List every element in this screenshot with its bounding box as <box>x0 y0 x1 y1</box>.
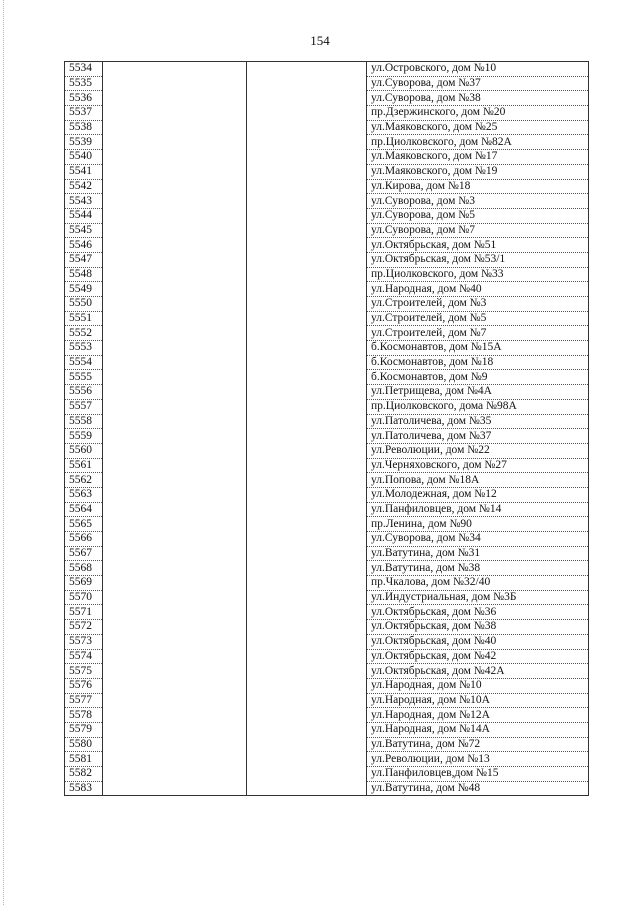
empty-cell <box>103 120 247 135</box>
row-number-cell: 5559 <box>65 429 103 444</box>
table-row <box>65 370 589 385</box>
empty-cell <box>247 370 367 385</box>
row-number-cell: 5566 <box>65 532 103 547</box>
table-row <box>65 238 589 253</box>
address-cell: ул.Октябрьская, дом №40 <box>367 634 589 649</box>
table-row <box>65 355 589 370</box>
table-row <box>65 649 589 664</box>
empty-cell <box>247 620 367 635</box>
row-number-cell: 5546 <box>65 238 103 253</box>
row-number-cell: 5571 <box>65 605 103 620</box>
address-cell: ул.Суворова, дом №5 <box>367 208 589 223</box>
address-cell: ул.Строителей, дом №7 <box>367 326 589 341</box>
row-number-cell: 5549 <box>65 282 103 297</box>
row-number-cell: 5562 <box>65 473 103 488</box>
empty-cell <box>103 708 247 723</box>
empty-cell <box>103 546 247 561</box>
empty-cell <box>247 605 367 620</box>
row-number-cell: 5564 <box>65 502 103 517</box>
address-cell: ул.Суворова, дом №38 <box>367 91 589 106</box>
empty-cell <box>103 443 247 458</box>
empty-cell <box>247 355 367 370</box>
address-cell: б.Космонавтов, дом №15А <box>367 341 589 356</box>
table-row <box>65 458 589 473</box>
empty-cell <box>247 341 367 356</box>
address-cell: ул.Октябрьская, дом №36 <box>367 605 589 620</box>
empty-cell <box>103 106 247 121</box>
empty-cell <box>247 208 367 223</box>
address-cell: пр.Циолковского, дома №98А <box>367 399 589 414</box>
empty-cell <box>247 150 367 165</box>
empty-cell <box>247 76 367 91</box>
empty-cell <box>247 634 367 649</box>
page-edge-line <box>3 0 4 905</box>
row-number-cell: 5573 <box>65 634 103 649</box>
table-row <box>65 223 589 238</box>
table-row <box>65 546 589 561</box>
row-number-cell: 5534 <box>65 62 103 77</box>
empty-cell <box>103 487 247 502</box>
empty-cell <box>247 252 367 267</box>
empty-cell <box>247 458 367 473</box>
table-row <box>65 678 589 693</box>
address-cell: ул.Октябрьская, дом №42А <box>367 664 589 679</box>
address-cell: ул.Октябрьская, дом №38 <box>367 620 589 635</box>
table-row <box>65 414 589 429</box>
empty-cell <box>247 664 367 679</box>
table-row <box>65 164 589 179</box>
table-row <box>65 561 589 576</box>
empty-cell <box>103 678 247 693</box>
empty-cell <box>103 91 247 106</box>
empty-cell <box>247 502 367 517</box>
row-number-cell: 5553 <box>65 341 103 356</box>
address-cell: ул.Народная, дом №12А <box>367 708 589 723</box>
empty-cell <box>103 664 247 679</box>
empty-cell <box>247 106 367 121</box>
address-cell: б.Космонавтов, дом №9 <box>367 370 589 385</box>
empty-cell <box>247 429 367 444</box>
empty-cell <box>247 517 367 532</box>
empty-cell <box>247 576 367 591</box>
empty-cell <box>247 590 367 605</box>
table-row <box>65 429 589 444</box>
table-row <box>65 708 589 723</box>
address-table-body <box>65 62 589 796</box>
empty-cell <box>103 634 247 649</box>
row-number-cell: 5548 <box>65 267 103 282</box>
address-cell: ул.Черняховского, дом №27 <box>367 458 589 473</box>
row-number-cell: 5572 <box>65 620 103 635</box>
empty-cell <box>103 311 247 326</box>
address-cell: пр.Чкалова, дом №32/40 <box>367 576 589 591</box>
row-number-cell: 5578 <box>65 708 103 723</box>
address-cell: ул.Суворова, дом №7 <box>367 223 589 238</box>
empty-cell <box>103 473 247 488</box>
address-cell: ул.Маяковского, дом №19 <box>367 164 589 179</box>
empty-cell <box>103 194 247 209</box>
row-number-cell: 5568 <box>65 561 103 576</box>
empty-cell <box>103 208 247 223</box>
address-cell: пр.Циолковского, дом №33 <box>367 267 589 282</box>
row-number-cell: 5557 <box>65 399 103 414</box>
empty-cell <box>247 223 367 238</box>
address-cell: ул.Островского, дом №10 <box>367 62 589 77</box>
empty-cell <box>247 282 367 297</box>
address-cell: ул.Октябрьская, дом №51 <box>367 238 589 253</box>
address-cell: б.Космонавтов, дом №18 <box>367 355 589 370</box>
table-row <box>65 532 589 547</box>
address-cell: ул.Революции, дом №13 <box>367 752 589 767</box>
empty-cell <box>103 370 247 385</box>
address-cell: ул.Попова, дом №18А <box>367 473 589 488</box>
table-row <box>65 135 589 150</box>
address-cell: ул.Ватутина, дом №72 <box>367 737 589 752</box>
table-row <box>65 341 589 356</box>
address-cell: ул.Патоличева, дом №37 <box>367 429 589 444</box>
table-row <box>65 106 589 121</box>
empty-cell <box>247 561 367 576</box>
table-row <box>65 693 589 708</box>
empty-cell <box>103 238 247 253</box>
empty-cell <box>247 767 367 782</box>
address-cell: ул.Панфиловцев, дом №14 <box>367 502 589 517</box>
empty-cell <box>103 223 247 238</box>
row-number-cell: 5565 <box>65 517 103 532</box>
table-row <box>65 752 589 767</box>
table-row <box>65 91 589 106</box>
row-number-cell: 5541 <box>65 164 103 179</box>
table-row <box>65 252 589 267</box>
address-cell: ул.Строителей, дом №5 <box>367 311 589 326</box>
address-cell: ул.Ватутина, дом №31 <box>367 546 589 561</box>
empty-cell <box>103 693 247 708</box>
table-row <box>65 208 589 223</box>
empty-cell <box>247 487 367 502</box>
table-row <box>65 179 589 194</box>
empty-cell <box>247 649 367 664</box>
row-number-cell: 5542 <box>65 179 103 194</box>
empty-cell <box>103 150 247 165</box>
empty-cell <box>103 517 247 532</box>
table-row <box>65 473 589 488</box>
empty-cell <box>247 385 367 400</box>
row-number-cell: 5539 <box>65 135 103 150</box>
address-cell: ул.Народная, дом №40 <box>367 282 589 297</box>
empty-cell <box>103 135 247 150</box>
address-cell: ул.Революции, дом №22 <box>367 443 589 458</box>
empty-cell <box>103 297 247 312</box>
empty-cell <box>103 532 247 547</box>
empty-cell <box>103 355 247 370</box>
empty-cell <box>103 282 247 297</box>
table-row <box>65 767 589 782</box>
table-row <box>65 62 589 77</box>
empty-cell <box>103 561 247 576</box>
row-number-cell: 5545 <box>65 223 103 238</box>
empty-cell <box>247 546 367 561</box>
address-cell: пр.Циолковского, дом №82А <box>367 135 589 150</box>
empty-cell <box>247 473 367 488</box>
empty-cell <box>247 238 367 253</box>
table-row <box>65 150 589 165</box>
empty-cell <box>103 502 247 517</box>
table-row <box>65 517 589 532</box>
address-cell: ул.Молодежная, дом №12 <box>367 487 589 502</box>
empty-cell <box>247 781 367 796</box>
table-row <box>65 576 589 591</box>
empty-cell <box>103 164 247 179</box>
address-cell: ул.Строителей, дом №3 <box>367 297 589 312</box>
row-number-cell: 5575 <box>65 664 103 679</box>
empty-cell <box>103 590 247 605</box>
row-number-cell: 5563 <box>65 487 103 502</box>
address-cell: ул.Суворова, дом №34 <box>367 532 589 547</box>
row-number-cell: 5558 <box>65 414 103 429</box>
empty-cell <box>247 678 367 693</box>
row-number-cell: 5552 <box>65 326 103 341</box>
empty-cell <box>247 737 367 752</box>
address-cell: ул.Кирова, дом №18 <box>367 179 589 194</box>
row-number-cell: 5579 <box>65 722 103 737</box>
empty-cell <box>247 91 367 106</box>
table-row <box>65 590 589 605</box>
row-number-cell: 5580 <box>65 737 103 752</box>
row-number-cell: 5561 <box>65 458 103 473</box>
empty-cell <box>103 429 247 444</box>
empty-cell <box>103 458 247 473</box>
address-cell: ул.Октябрьская, дом №53/1 <box>367 252 589 267</box>
address-cell: ул.Октябрьская, дом №42 <box>367 649 589 664</box>
empty-cell <box>103 385 247 400</box>
empty-cell <box>247 297 367 312</box>
table-row <box>65 120 589 135</box>
empty-cell <box>247 164 367 179</box>
empty-cell <box>247 62 367 77</box>
empty-cell <box>103 76 247 91</box>
address-cell: ул.Маяковского, дом №17 <box>367 150 589 165</box>
row-number-cell: 5536 <box>65 91 103 106</box>
empty-cell <box>247 693 367 708</box>
table-row <box>65 443 589 458</box>
row-number-cell: 5538 <box>65 120 103 135</box>
row-number-cell: 5560 <box>65 443 103 458</box>
empty-cell <box>247 194 367 209</box>
address-cell: ул.Народная, дом №10 <box>367 678 589 693</box>
empty-cell <box>247 120 367 135</box>
row-number-cell: 5540 <box>65 150 103 165</box>
table-row <box>65 267 589 282</box>
address-cell: ул.Суворова, дом №37 <box>367 76 589 91</box>
row-number-cell: 5570 <box>65 590 103 605</box>
empty-cell <box>103 341 247 356</box>
address-cell: ул.Патоличева, дом №35 <box>367 414 589 429</box>
empty-cell <box>247 311 367 326</box>
row-number-cell: 5551 <box>65 311 103 326</box>
empty-cell <box>103 737 247 752</box>
row-number-cell: 5582 <box>65 767 103 782</box>
page-number: 154 <box>310 33 330 48</box>
address-table <box>64 61 589 796</box>
row-number-cell: 5544 <box>65 208 103 223</box>
row-number-cell: 5581 <box>65 752 103 767</box>
table-row <box>65 297 589 312</box>
address-cell: ул.Ватутина, дом №38 <box>367 561 589 576</box>
row-number-cell: 5555 <box>65 370 103 385</box>
address-cell: ул.Народная, дом №14А <box>367 722 589 737</box>
table-row <box>65 502 589 517</box>
table-row <box>65 399 589 414</box>
table-row <box>65 76 589 91</box>
empty-cell <box>103 414 247 429</box>
empty-cell <box>247 443 367 458</box>
table-row <box>65 385 589 400</box>
empty-cell <box>103 399 247 414</box>
table-row <box>65 194 589 209</box>
address-cell: ул.Ватутина, дом №48 <box>367 781 589 796</box>
row-number-cell: 5576 <box>65 678 103 693</box>
empty-cell <box>247 326 367 341</box>
row-number-cell: 5547 <box>65 252 103 267</box>
address-cell: ул.Маяковского, дом №25 <box>367 120 589 135</box>
empty-cell <box>103 576 247 591</box>
table-row <box>65 664 589 679</box>
table-row <box>65 620 589 635</box>
empty-cell <box>103 767 247 782</box>
table-row <box>65 487 589 502</box>
row-number-cell: 5577 <box>65 693 103 708</box>
empty-cell <box>247 135 367 150</box>
row-number-cell: 5569 <box>65 576 103 591</box>
table-row <box>65 326 589 341</box>
empty-cell <box>103 326 247 341</box>
address-cell: ул.Панфиловцев,дом №15 <box>367 767 589 782</box>
table-row <box>65 737 589 752</box>
row-number-cell: 5543 <box>65 194 103 209</box>
empty-cell <box>247 414 367 429</box>
row-number-cell: 5574 <box>65 649 103 664</box>
empty-cell <box>103 267 247 282</box>
address-cell: ул.Народная, дом №10А <box>367 693 589 708</box>
empty-cell <box>103 62 247 77</box>
empty-cell <box>247 722 367 737</box>
empty-cell <box>103 179 247 194</box>
empty-cell <box>103 722 247 737</box>
row-number-cell: 5537 <box>65 106 103 121</box>
empty-cell <box>103 252 247 267</box>
table-row <box>65 605 589 620</box>
table-row <box>65 311 589 326</box>
empty-cell <box>247 399 367 414</box>
table-row <box>65 282 589 297</box>
empty-cell <box>247 532 367 547</box>
empty-cell <box>247 708 367 723</box>
empty-cell <box>103 620 247 635</box>
row-number-cell: 5554 <box>65 355 103 370</box>
row-number-cell: 5567 <box>65 546 103 561</box>
empty-cell <box>247 267 367 282</box>
row-number-cell: 5583 <box>65 781 103 796</box>
empty-cell <box>103 781 247 796</box>
address-cell: пр.Дзержинского, дом №20 <box>367 106 589 121</box>
empty-cell <box>103 605 247 620</box>
address-cell: ул.Суворова, дом №3 <box>367 194 589 209</box>
empty-cell <box>247 752 367 767</box>
table-row <box>65 781 589 796</box>
empty-cell <box>103 649 247 664</box>
row-number-cell: 5535 <box>65 76 103 91</box>
row-number-cell: 5550 <box>65 297 103 312</box>
address-cell: пр.Ленина, дом №90 <box>367 517 589 532</box>
empty-cell <box>103 752 247 767</box>
address-cell: ул.Индустриальная, дом №3Б <box>367 590 589 605</box>
table-row <box>65 722 589 737</box>
empty-cell <box>247 179 367 194</box>
address-cell: ул.Петрищева, дом №4А <box>367 385 589 400</box>
table-row <box>65 634 589 649</box>
row-number-cell: 5556 <box>65 385 103 400</box>
